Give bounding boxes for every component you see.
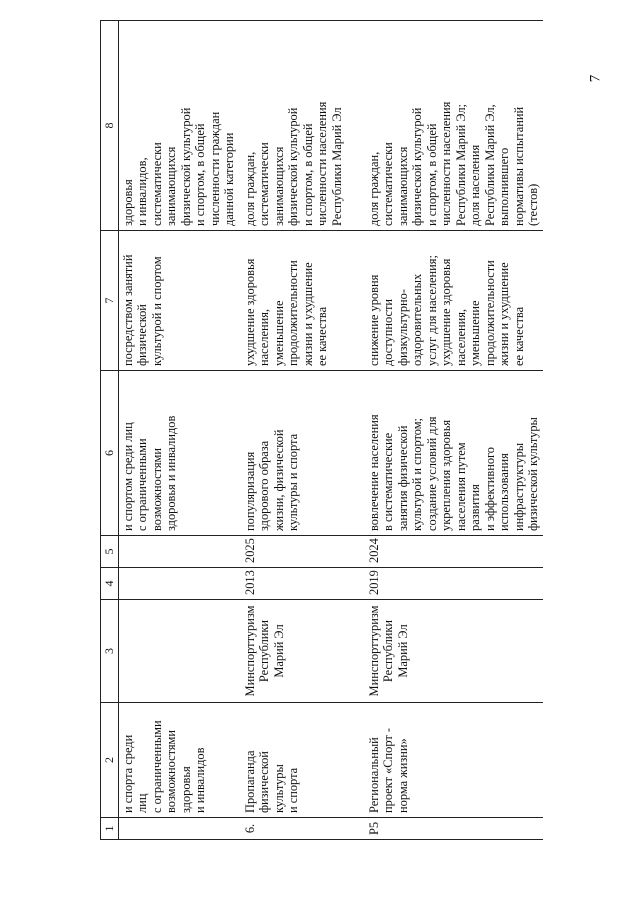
cell-text-line: здорового образа [257, 440, 271, 531]
direction-cell [241, 371, 363, 536]
cell-text-line: вовлечение населения [366, 414, 381, 531]
header-cell: 8 [101, 21, 119, 231]
cell-text: 2024 [366, 538, 381, 563]
page-number: 7 [586, 74, 603, 83]
cell-text-line: услуг для населения; [424, 255, 439, 366]
cell-text-line: Республики Марий Эл; [453, 104, 468, 226]
cell-text-line: ухудшение здоровья [242, 258, 257, 366]
cell-text-line: физической [135, 304, 149, 366]
header-cell: 4 [101, 568, 119, 600]
cell-text-line: численности граждан [207, 111, 222, 226]
indicator-cell [118, 21, 241, 231]
cell-text-line: использования [497, 453, 511, 531]
cell-text-line: уменьшение [271, 300, 286, 366]
cell-text-line: и спорта [286, 767, 300, 813]
cell-text-line: доля граждан, [366, 151, 381, 226]
cell-text-line: развития [468, 484, 482, 531]
cell-text-line: систематически [149, 142, 164, 226]
table-header-row [101, 21, 119, 840]
cell-text-line: норма жизни» [395, 738, 410, 813]
end-year-cell [363, 536, 543, 568]
cell-text-line: занятия физической [395, 425, 410, 531]
cell-text-line: и эффективного [482, 446, 497, 531]
cell-text-line: оздоровительных [410, 273, 424, 366]
cell-text-line: численности населения [315, 101, 329, 226]
cell-text-line: проект «Спорт - [381, 728, 395, 813]
cell-text-line: физкультурно- [395, 288, 410, 366]
direction-cell [363, 371, 543, 536]
cell-text-line: здоровья [120, 179, 135, 226]
cell-text-line: занимающихся [395, 146, 410, 226]
cell-text-line: и спортом, в общей [424, 123, 439, 226]
cell-text-line: и спорта среди [120, 734, 135, 813]
start-year-cell [118, 568, 241, 600]
row-number-cell [363, 818, 543, 840]
indicator-cell [363, 21, 543, 231]
rotated-table-container [100, 20, 560, 840]
header-cell: 6 [101, 371, 119, 536]
cell-text-line: инфраструктуры [511, 442, 526, 531]
cell-text-line: укрепления здоровья [439, 419, 453, 531]
cell-text-line: с ограниченными [135, 438, 149, 531]
header-cell: 2 [101, 703, 119, 818]
cell-text-line: Пропаганда [242, 750, 257, 813]
cell-text-line: и спортом, в общей [300, 123, 315, 226]
cell-text: 2013 [242, 570, 257, 595]
cell-text-line: нормативы испытаний [511, 106, 526, 226]
cell-text-line: лиц [135, 793, 149, 813]
header-cell: 7 [101, 231, 119, 371]
cell-text-line: ее качества [315, 306, 329, 366]
cell-text-line: с ограниченными [149, 720, 164, 813]
cell-text-line: и спортом среди лиц [120, 422, 135, 531]
cell-text-line: (тестов) [526, 183, 540, 226]
cell-text-line: культурой и спортом [149, 256, 164, 366]
cell-text-line: физической культурой [178, 107, 193, 226]
cell-text: 2025 [242, 538, 257, 563]
cell-text-line: населения путем [453, 442, 468, 531]
header-cell: 5 [101, 536, 119, 568]
end-year-cell [241, 536, 363, 568]
cell-text-line: Республики Марий Эл, [482, 104, 497, 226]
cell-text-line: физической культурой [410, 107, 424, 226]
event-name-cell [363, 703, 543, 818]
cell-text-line: населения, [257, 308, 271, 366]
responsible-cell [118, 600, 241, 703]
cell-text-line: Марий Эл [395, 624, 410, 678]
table-row [363, 21, 543, 840]
cell-text: 6. [242, 823, 257, 834]
cell-text-line: доля населения [468, 144, 482, 226]
cell-text-line: культурой и спортом; [410, 417, 424, 531]
cell-text-line: Республики [381, 619, 395, 683]
header-cell: 3 [101, 600, 119, 703]
cell-text-line: создание условий для [424, 416, 439, 531]
risk-cell [363, 231, 543, 371]
cell-text-line: посредством занятий [120, 254, 135, 366]
cell-text-line: Марий Эл [271, 624, 286, 678]
responsible-cell [241, 600, 363, 703]
risk-cell [118, 231, 241, 371]
cell-text-line: культуры и спорта [286, 433, 300, 531]
row-number-cell [118, 818, 241, 840]
cell-text-line: здоровья и инвалидов [164, 415, 178, 531]
start-year-cell [363, 568, 543, 600]
cell-text-line: ухудшение здоровья [439, 258, 453, 366]
cell-text-line: возможностями [164, 729, 178, 813]
cell-text-line: Республики Марий Эл [329, 107, 344, 226]
start-year-cell [241, 568, 363, 600]
program-table [100, 20, 543, 840]
cell-text-line: занимающихся [164, 146, 178, 226]
cell-text-line: населения, [453, 308, 468, 366]
responsible-cell [363, 600, 543, 703]
cell-text-line: Минспорттуризм [366, 605, 381, 697]
cell-text-line: здоровья [178, 766, 193, 813]
cell-text-line: снижение уровня [366, 274, 381, 366]
cell-text-line: физической культурой [286, 107, 300, 226]
cell-text-line: ее качества [511, 306, 526, 366]
cell-text-line: систематически [257, 142, 271, 226]
cell-text-line: доля граждан, [242, 151, 257, 226]
cell-text-line: Республики [257, 619, 271, 683]
cell-text-line: выполнившего [497, 147, 511, 226]
cell-text-line: уменьшение [468, 300, 482, 366]
direction-cell [118, 371, 241, 536]
cell-text-line: занимающихся [271, 146, 286, 226]
cell-text-line: в систематические [381, 432, 395, 531]
cell-text-line: Минспорттуризм [242, 605, 257, 697]
table-row [241, 21, 363, 840]
event-name-cell [118, 703, 241, 818]
cell-text-line: данной категории [222, 132, 236, 226]
cell-text-line: и инвалидов, [135, 157, 149, 226]
row-number-cell [241, 818, 363, 840]
cell-text-line: численности населения [439, 101, 453, 226]
cell-text-line: возможностями [149, 447, 164, 531]
event-name-cell [241, 703, 363, 818]
cell-text-line: жизни и ухудшение [300, 262, 315, 366]
cell-text-line: и спортом, в общей [193, 123, 207, 226]
cell-text-line: жизни и ухудшение [497, 262, 511, 366]
cell-text-line: популяризация [242, 451, 257, 531]
header-cell: 1 [101, 818, 119, 840]
cell-text-line: физической культуры [526, 417, 540, 531]
cell-text-line: физической [257, 751, 271, 813]
cell-text: 2019 [366, 570, 381, 595]
cell-text-line: и инвалидов [193, 747, 207, 813]
risk-cell [241, 231, 363, 371]
cell-text-line: продолжительности [482, 260, 497, 366]
cell-text: Р5 [366, 821, 381, 835]
cell-text-line: Региональный [366, 737, 381, 813]
table-row [118, 21, 241, 840]
cell-text-line: доступности [381, 298, 395, 366]
cell-text-line: продолжительности [286, 260, 300, 366]
cell-text-line: систематически [381, 142, 395, 226]
cell-text-line: жизни, физической [271, 429, 286, 531]
cell-text-line: культуры [271, 764, 286, 813]
end-year-cell [118, 536, 241, 568]
indicator-cell [241, 21, 363, 231]
